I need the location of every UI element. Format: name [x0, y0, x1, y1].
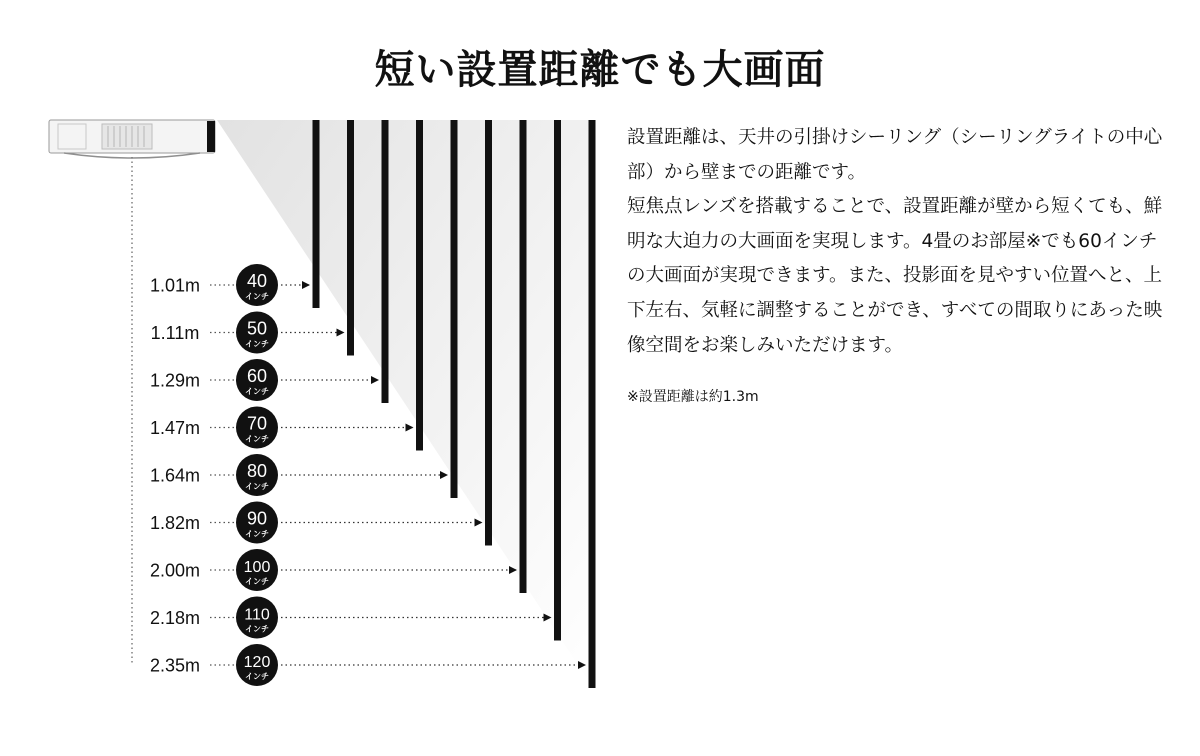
screen-size-unit: インチ	[245, 624, 269, 634]
distance-label: 1.64m	[149, 465, 201, 486]
distance-label: 2.18m	[149, 608, 201, 628]
screen-bar	[589, 120, 596, 688]
distance-note: ※設置距離は約1.3m	[627, 389, 759, 405]
screen-bar	[416, 120, 423, 451]
screen-size-value: 120	[243, 654, 271, 671]
description	[627, 121, 1172, 363]
description-paragraph-1: 設置距離は、天井の引掛けシーリング（シーリングライトの中心部）から壁までの距離です。	[627, 127, 1163, 183]
screen-size-unit: インチ	[245, 387, 269, 396]
projection-beam	[217, 120, 592, 686]
screen-bar	[451, 120, 458, 498]
screen-size-value: 80	[246, 461, 268, 481]
screen-size-unit: インチ	[245, 292, 269, 301]
screen-bar	[554, 120, 561, 641]
description-paragraph-2: 短焦点レンズを搭載することで、設置距離が壁から短くても、鮮明な大迫力の大画面を実現します。4畳のお部屋※でも60インチの大画面が実現できます。また、投影面を見やすい位置へと、上下左右、気軽に調整することができ、すべての間取りにあった映像空間をお楽しみいただけます。	[627, 196, 1163, 356]
screen-size-value: 60	[246, 366, 268, 386]
screen-size-value: 100	[243, 559, 271, 576]
distance-label: 1.01m	[149, 275, 201, 296]
projector-icon	[49, 120, 215, 158]
page-title: 短い設置距離でも大画面	[374, 47, 826, 93]
screen-bar	[520, 120, 527, 593]
screen-size-unit: インチ	[245, 482, 269, 491]
screen-size-unit: インチ	[245, 672, 269, 681]
screen-size-unit: インチ	[245, 577, 269, 586]
distance-label: 1.29m	[149, 370, 201, 391]
distance-label: 1.82m	[149, 513, 201, 533]
screen-bar	[313, 120, 320, 308]
distance-label: 2.35m	[149, 655, 201, 676]
screen-size-value: 50	[246, 318, 268, 339]
screen-size-value: 40	[246, 271, 268, 291]
screen-size-value: 110	[244, 606, 270, 624]
screen-size-unit: インチ	[245, 339, 269, 349]
distance-label: 1.47m	[149, 418, 201, 438]
screen-size-unit: インチ	[245, 529, 269, 539]
screen-bar	[347, 120, 354, 356]
screen-size-value: 90	[246, 508, 268, 529]
screen-size-unit: インチ	[245, 434, 269, 444]
distance-label: 2.00m	[149, 560, 201, 581]
screen-size-value: 70	[246, 413, 268, 434]
distance-label: 1.11m	[150, 323, 200, 343]
screen-bar	[485, 120, 492, 546]
screen-bar	[382, 120, 389, 403]
